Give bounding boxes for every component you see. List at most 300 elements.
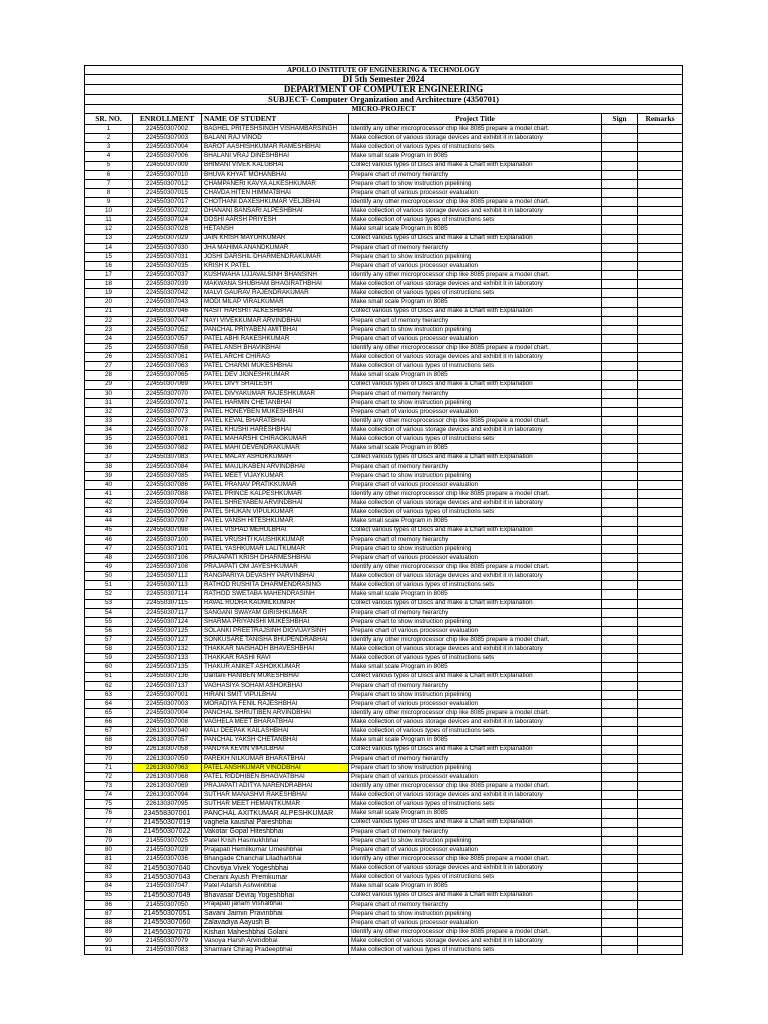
sign-cell: [602, 681, 638, 690]
sr-no-cell: 45: [85, 526, 133, 535]
enrollment-cell: 224550307082: [133, 444, 202, 453]
enrollment-cell: 214550307049: [133, 891, 202, 900]
sr-no-cell: 56: [85, 626, 133, 635]
project-title-cell: Prepare chart to show instruction pipelining: [349, 398, 602, 407]
table-row: [85, 891, 683, 900]
student-name-cell: PATEL MALAY ASHOKKUMAR: [202, 453, 349, 462]
enrollment-cell: 214550307036: [133, 855, 202, 864]
table-row: [85, 179, 683, 188]
project-title-cell: Prepare chart of memory hierarchy: [349, 608, 602, 617]
sr-no-cell: 10: [85, 207, 133, 216]
remarks-cell: [638, 590, 683, 599]
sign-cell: [602, 316, 638, 325]
sign-cell: [602, 389, 638, 398]
student-name-cell: SUTHAR MEET HEMANTKUMAR: [202, 800, 349, 809]
sign-cell: [602, 909, 638, 918]
table-row: [85, 900, 683, 909]
sr-no-cell: 79: [85, 836, 133, 845]
student-name-cell: BAROT AASHISHKUMAR RAMESHBHAI: [202, 143, 349, 152]
sign-cell: [602, 307, 638, 316]
enrollment-cell: 214550307022: [133, 827, 202, 836]
remarks-cell: [638, 134, 683, 143]
sr-no-cell: 39: [85, 471, 133, 480]
sign-cell: [602, 426, 638, 435]
project-title-cell: Prepare chart of memory hierarchy: [349, 754, 602, 763]
enrollment-cell: 224550307003: [133, 699, 202, 708]
sr-no-cell: 2: [85, 134, 133, 143]
sign-cell: [602, 216, 638, 225]
project-title-cell: Make collection of various types of instructions sets: [349, 362, 602, 371]
sign-cell: [602, 325, 638, 334]
project-title-cell: Identify any other microprocessor chip like 8085 prepare a model chart.: [349, 417, 602, 426]
project-title-cell: Collect various types of Discs and make a Chart with Explanation: [349, 380, 602, 389]
remarks-cell: [638, 709, 683, 718]
remarks-cell: [638, 882, 683, 891]
project-title-cell: Prepare chart of various processor evaluation: [349, 188, 602, 197]
remarks-cell: [638, 462, 683, 471]
remarks-cell: [638, 727, 683, 736]
sign-cell: [602, 134, 638, 143]
project-title-cell: Collect various types of Discs and make a Chart with Explanation: [349, 818, 602, 827]
sign-cell: [602, 690, 638, 699]
banner-row-subject: [85, 95, 683, 105]
student-name-cell: PATEL HONEYBEN MUKESHBHAI: [202, 407, 349, 416]
sign-cell: [602, 928, 638, 937]
sr-no-cell: 55: [85, 617, 133, 626]
enrollment-cell: 226130307094: [133, 791, 202, 800]
table-row: [85, 234, 683, 243]
student-name-cell: Vakotar Gopal Hiteshbhai: [202, 827, 349, 836]
table-row: [85, 736, 683, 745]
sign-cell: [602, 709, 638, 718]
student-name-cell: PATEL ANSH BHAVIKBHAI: [202, 344, 349, 353]
project-title-cell: Prepare chart of various processor evaluation: [349, 918, 602, 927]
project-title-cell: Make collection of various storage devices and exhibit it in laboratory: [349, 791, 602, 800]
sr-no-cell: 19: [85, 289, 133, 298]
remarks-cell: [638, 480, 683, 489]
table-row: [85, 626, 683, 635]
table-row: [85, 143, 683, 152]
table-row: [85, 645, 683, 654]
sr-no-cell: 3: [85, 143, 133, 152]
remarks-cell: [638, 225, 683, 234]
table-row: [85, 453, 683, 462]
remarks-cell: [638, 325, 683, 334]
table-row: [85, 873, 683, 882]
remarks-cell: [638, 252, 683, 261]
enrollment-cell: 224550307004: [133, 709, 202, 718]
student-name-cell: JOSHI DARSHIL DHARMENDRAKUMAR: [202, 252, 349, 261]
project-title-cell: Collect various types of Discs and make a Chart with Explanation: [349, 161, 602, 170]
enrollment-cell: 224550307097: [133, 517, 202, 526]
sign-cell: [602, 763, 638, 772]
table-row: [85, 407, 683, 416]
table-row: [85, 271, 683, 280]
sr-no-cell: 34: [85, 426, 133, 435]
table-row: [85, 170, 683, 179]
project-title-cell: Prepare chart to show instruction pipelining: [349, 836, 602, 845]
remarks-cell: [638, 353, 683, 362]
institute-name: APOLLO INSTITUTE OF ENGINEERING & TECHNOLOGY: [85, 66, 683, 75]
table-row: [85, 608, 683, 617]
sr-no-cell: 64: [85, 699, 133, 708]
student-name-cell: PATEL ABHI RAKESHKUMAR: [202, 334, 349, 343]
enrollment-cell: 224550307115: [133, 599, 202, 608]
enrollment-cell: 226130307040: [133, 727, 202, 736]
enrollment-cell: 224550307058: [133, 344, 202, 353]
column-header-row: [85, 114, 683, 125]
student-name-cell: BAGHEL PRITESHSINGH VISHAMBARSINGH: [202, 125, 349, 134]
project-title-cell: Make small scale Program in 8085: [349, 371, 602, 380]
project-title-cell: Identify any other microprocessor chip like 8085 prepare a model chart.: [349, 782, 602, 791]
project-title-cell: Make collection of various types of instructions sets: [349, 873, 602, 882]
project-title-cell: Prepare chart to show instruction pipelining: [349, 471, 602, 480]
sign-cell: [602, 490, 638, 499]
sign-cell: [602, 161, 638, 170]
sr-no-cell: 76: [85, 809, 133, 818]
sign-cell: [602, 617, 638, 626]
banner-row-institute: [85, 66, 683, 75]
remarks-cell: [638, 626, 683, 635]
sr-no-cell: 42: [85, 499, 133, 508]
table-row: [85, 307, 683, 316]
table-row: [85, 727, 683, 736]
sign-cell: [602, 672, 638, 681]
remarks-cell: [638, 782, 683, 791]
sr-no-cell: 13: [85, 234, 133, 243]
sign-cell: [602, 234, 638, 243]
sr-no-cell: 26: [85, 353, 133, 362]
remarks-cell: [638, 563, 683, 572]
table-row: [85, 745, 683, 754]
sr-no-cell: 47: [85, 544, 133, 553]
enrollment-cell: 226130307095: [133, 800, 202, 809]
project-title-cell: Prepare chart of memory hierarchy: [349, 900, 602, 909]
remarks-cell: [638, 681, 683, 690]
sr-no-cell: 71: [85, 763, 133, 772]
sign-cell: [602, 836, 638, 845]
sr-no-cell: 59: [85, 654, 133, 663]
banner-row-semester: [85, 75, 683, 85]
project-title-cell: Collect various types of Discs and make a Chart with Explanation: [349, 672, 602, 681]
sr-no-cell: 40: [85, 480, 133, 489]
column-header-sign: Sign: [602, 114, 638, 125]
remarks-cell: [638, 736, 683, 745]
student-name-cell: PATEL VISHAD MEHULBHAI: [202, 526, 349, 535]
student-name-cell: PATEL DEV JIGNESHKUMAR: [202, 371, 349, 380]
remarks-cell: [638, 517, 683, 526]
student-name-cell: Zalavadiya Aayush B: [202, 918, 349, 927]
project-title-cell: Prepare chart to show instruction pipelining: [349, 325, 602, 334]
remarks-cell: [638, 900, 683, 909]
student-name-cell: vaghela kaushal Pareshbhai: [202, 818, 349, 827]
project-title-cell: Make collection of various storage devices and exhibit it in laboratory: [349, 937, 602, 946]
student-name-cell: Savani Jaimin Pravinbhai: [202, 909, 349, 918]
table-row: [85, 791, 683, 800]
project-title-cell: Prepare chart to show instruction pipelining: [349, 252, 602, 261]
project-title-cell: Prepare chart to show instruction pipelining: [349, 763, 602, 772]
sr-no-cell: 72: [85, 772, 133, 781]
sr-no-cell: 44: [85, 517, 133, 526]
remarks-cell: [638, 261, 683, 270]
project-title-cell: Prepare chart of memory hierarchy: [349, 535, 602, 544]
sign-cell: [602, 380, 638, 389]
sign-cell: [602, 362, 638, 371]
sign-cell: [602, 608, 638, 617]
student-name-cell: PATEL HARMIN CHETANBHAI: [202, 398, 349, 407]
student-name-cell: PANDYA KEVIN VIPULBHAI: [202, 745, 349, 754]
table-row: [85, 800, 683, 809]
project-title-cell: Prepare chart of various processor evaluation: [349, 407, 602, 416]
enrollment-cell: 224550307106: [133, 553, 202, 562]
table-row: [85, 663, 683, 672]
enrollment-cell: 214550307040: [133, 864, 202, 873]
sr-no-cell: 16: [85, 261, 133, 270]
table-row: [85, 928, 683, 937]
sr-no-cell: 27: [85, 362, 133, 371]
table-row: [85, 636, 683, 645]
enrollment-cell: 224550307084: [133, 462, 202, 471]
student-name-cell: PATEL CHARMI MUKESHBHAI: [202, 362, 349, 371]
sr-no-cell: 24: [85, 334, 133, 343]
student-name-cell: BHUVA KHYAT MOHANBHAI: [202, 170, 349, 179]
remarks-cell: [638, 334, 683, 343]
table-row: [85, 517, 683, 526]
sr-no-cell: 49: [85, 563, 133, 572]
table-row: [85, 480, 683, 489]
column-header-student-name: NAME OF STUDENT: [202, 114, 349, 125]
table-row: [85, 590, 683, 599]
project-title-cell: Prepare chart to show instruction pipelining: [349, 690, 602, 699]
sr-no-cell: 69: [85, 745, 133, 754]
table-row: [85, 353, 683, 362]
table-row: [85, 699, 683, 708]
enrollment-cell: 224550307046: [133, 307, 202, 316]
remarks-cell: [638, 179, 683, 188]
student-name-cell: KRISH K PATEL: [202, 261, 349, 270]
enrollment-cell: 224550307096: [133, 508, 202, 517]
student-name-cell: BALANI RAJ VINOD: [202, 134, 349, 143]
project-title-cell: Collect various types of Discs and make a Chart with Explanation: [349, 745, 602, 754]
enrollment-cell: 224550307071: [133, 398, 202, 407]
table-row: [85, 389, 683, 398]
sr-no-cell: 5: [85, 161, 133, 170]
table-row: [85, 344, 683, 353]
enrollment-cell: 224550307028: [133, 225, 202, 234]
project-title-cell: Prepare chart of various processor evaluation: [349, 553, 602, 562]
enrollment-cell: 226130307057: [133, 736, 202, 745]
enrollment-cell: 224550307061: [133, 353, 202, 362]
remarks-cell: [638, 909, 683, 918]
sign-cell: [602, 745, 638, 754]
sr-no-cell: 62: [85, 681, 133, 690]
sr-no-cell: 11: [85, 216, 133, 225]
sign-cell: [602, 444, 638, 453]
remarks-cell: [638, 672, 683, 681]
remarks-cell: [638, 380, 683, 389]
table-row: [85, 134, 683, 143]
sign-cell: [602, 590, 638, 599]
sign-cell: [602, 261, 638, 270]
sign-cell: [602, 891, 638, 900]
project-title-cell: Make small scale Program in 8085: [349, 517, 602, 526]
student-name-cell: PATEL YASHKUMAR LALITKUMAR: [202, 544, 349, 553]
remarks-cell: [638, 937, 683, 946]
sr-no-cell: 25: [85, 344, 133, 353]
enrollment-cell: 224550307127: [133, 636, 202, 645]
table-row: [85, 289, 683, 298]
project-title-cell: Make collection of various storage devices and exhibit it in laboratory: [349, 499, 602, 508]
remarks-cell: [638, 718, 683, 727]
student-name-cell: PATEL MEET VIJAYKUMAR: [202, 471, 349, 480]
remarks-cell: [638, 289, 683, 298]
enrollment-cell: 224550307015: [133, 188, 202, 197]
enrollment-cell: 224550307081: [133, 435, 202, 444]
student-name-cell: THAKKAR NAISHADH BHAVESHBHAI: [202, 645, 349, 654]
student-name-cell: BHIMANI VIVEK KALUBHAI: [202, 161, 349, 170]
remarks-cell: [638, 198, 683, 207]
enrollment-cell: 214550307047: [133, 882, 202, 891]
sr-no-cell: 32: [85, 407, 133, 416]
sr-no-cell: 35: [85, 435, 133, 444]
remarks-cell: [638, 946, 683, 955]
project-title-cell: Make small scale Program in 8085: [349, 590, 602, 599]
table-row: [85, 827, 683, 836]
sign-cell: [602, 407, 638, 416]
project-title-cell: Make small scale Program in 8085: [349, 663, 602, 672]
sign-cell: [602, 225, 638, 234]
enrollment-cell: 224550307002: [133, 125, 202, 134]
table-row: [85, 280, 683, 289]
project-title-cell: Make collection of various types of instructions sets: [349, 800, 602, 809]
remarks-cell: [638, 836, 683, 845]
student-name-cell: SONKUSARE TANISHA BHUPENDRABHAI: [202, 636, 349, 645]
project-title-cell: Make collection of various storage devices and exhibit it in laboratory: [349, 718, 602, 727]
sign-cell: [602, 535, 638, 544]
enrollment-cell: 214550307079: [133, 937, 202, 946]
sr-no-cell: 1: [85, 125, 133, 134]
student-name-cell: Prajapati Hemilkumar Umeshbhai: [202, 845, 349, 854]
sign-cell: [602, 772, 638, 781]
remarks-cell: [638, 271, 683, 280]
project-title-cell: Make collection of various types of instructions sets: [349, 654, 602, 663]
sr-no-cell: 91: [85, 946, 133, 955]
sign-cell: [602, 499, 638, 508]
sr-no-cell: 17: [85, 271, 133, 280]
enrollment-cell: 224550307039: [133, 280, 202, 289]
sign-cell: [602, 344, 638, 353]
table-row: [85, 709, 683, 718]
project-title-cell: Identify any other microprocessor chip like 8085 prepare a model chart.: [349, 198, 602, 207]
sr-no-cell: 90: [85, 937, 133, 946]
project-title-cell: Collect various types of Discs and make a Chart with Explanation: [349, 307, 602, 316]
sr-no-cell: 67: [85, 727, 133, 736]
student-name-cell: CHAMPANERI KAVYA ALKESHKUMAR: [202, 179, 349, 188]
project-title-cell: Identify any other microprocessor chip like 8085 prepare a model chart.: [349, 709, 602, 718]
sign-cell: [602, 809, 638, 818]
enrollment-cell: 224550307094: [133, 499, 202, 508]
sign-cell: [602, 207, 638, 216]
table-row: [85, 763, 683, 772]
project-title-cell: Prepare chart to show instruction pipelining: [349, 179, 602, 188]
sign-cell: [602, 636, 638, 645]
remarks-cell: [638, 417, 683, 426]
remarks-cell: [638, 873, 683, 882]
project-title-cell: Make collection of various types of instructions sets: [349, 946, 602, 955]
remarks-cell: [638, 207, 683, 216]
enrollment-cell: 234558307001: [133, 809, 202, 818]
sign-cell: [602, 563, 638, 572]
department-name: DEPARTMENT OF COMPUTER ENGINEERING: [85, 85, 683, 95]
project-title-cell: Prepare chart of memory hierarchy: [349, 316, 602, 325]
enrollment-cell: 214550307025: [133, 836, 202, 845]
sr-no-cell: 6: [85, 170, 133, 179]
project-title-cell: Prepare chart to show instruction pipelining: [349, 617, 602, 626]
sign-cell: [602, 827, 638, 836]
enrollment-cell: 224550307100: [133, 535, 202, 544]
project-title-cell: Prepare chart of memory hierarchy: [349, 243, 602, 252]
student-name-cell: MODI MILAP VIRALKUMAR: [202, 298, 349, 307]
enrollment-cell: 224550307112: [133, 572, 202, 581]
column-header-remarks: Remarks: [638, 114, 683, 125]
sign-cell: [602, 918, 638, 927]
student-name-cell: Dantani HANIBEN MUKESHBHAI: [202, 672, 349, 681]
sign-cell: [602, 508, 638, 517]
project-title-cell: Make small scale Program in 8085: [349, 444, 602, 453]
table-row: [85, 252, 683, 261]
enrollment-cell: 224550307031: [133, 252, 202, 261]
table-row: [85, 909, 683, 918]
student-name-cell: PANCHAL PRIYABEN AMITBHAI: [202, 325, 349, 334]
student-name-cell: PRAJAPATI OM JAYESHKUMAR: [202, 563, 349, 572]
enrollment-cell: 224550307108: [133, 563, 202, 572]
table-row: [85, 435, 683, 444]
sr-no-cell: 20: [85, 298, 133, 307]
student-name-cell: THAKUR ANIKET ASHOKKUMAR: [202, 663, 349, 672]
sign-cell: [602, 371, 638, 380]
sign-cell: [602, 143, 638, 152]
table-row: [85, 845, 683, 854]
table-row: [85, 426, 683, 435]
table-row: [85, 398, 683, 407]
enrollment-cell: 224550307125: [133, 626, 202, 635]
project-title-cell: Identify any other microprocessor chip like 8085 prepare a model chart.: [349, 490, 602, 499]
remarks-cell: [638, 152, 683, 161]
remarks-cell: [638, 170, 683, 179]
sign-cell: [602, 243, 638, 252]
student-name-cell: SUTHAR MANASHVI RAKESHBHAI: [202, 791, 349, 800]
table-row: [85, 599, 683, 608]
enrollment-cell: 224550307057: [133, 334, 202, 343]
sr-no-cell: 70: [85, 754, 133, 763]
project-title-cell: Make small scale Program in 8085: [349, 298, 602, 307]
student-name-cell: BHALANI VRAJ DINESHBHAI: [202, 152, 349, 161]
project-title-cell: Prepare chart of memory hierarchy: [349, 170, 602, 179]
student-name-cell: PAREKH NILKUMAR BHARATBHAI: [202, 754, 349, 763]
student-name-cell: JAIN KRISH MAYURKUMAR: [202, 234, 349, 243]
sr-no-cell: 37: [85, 453, 133, 462]
student-name-cell: PATEL KEVAL BHARATBHAI: [202, 417, 349, 426]
student-name-cell: PATEL KHUSHI HARESHBHAI: [202, 426, 349, 435]
enrollment-cell: 224550307113: [133, 581, 202, 590]
enrollment-cell: 224550307010: [133, 170, 202, 179]
table-row: [85, 818, 683, 827]
student-name-cell: PATEL MAHARSHI CHIRAGKUMAR: [202, 435, 349, 444]
student-name-cell: HIRANI SMIT VIPULBHAI: [202, 690, 349, 699]
sign-cell: [602, 152, 638, 161]
enrollment-cell: 224550307012: [133, 179, 202, 188]
project-title-cell: Make collection of various types of instructions sets: [349, 435, 602, 444]
